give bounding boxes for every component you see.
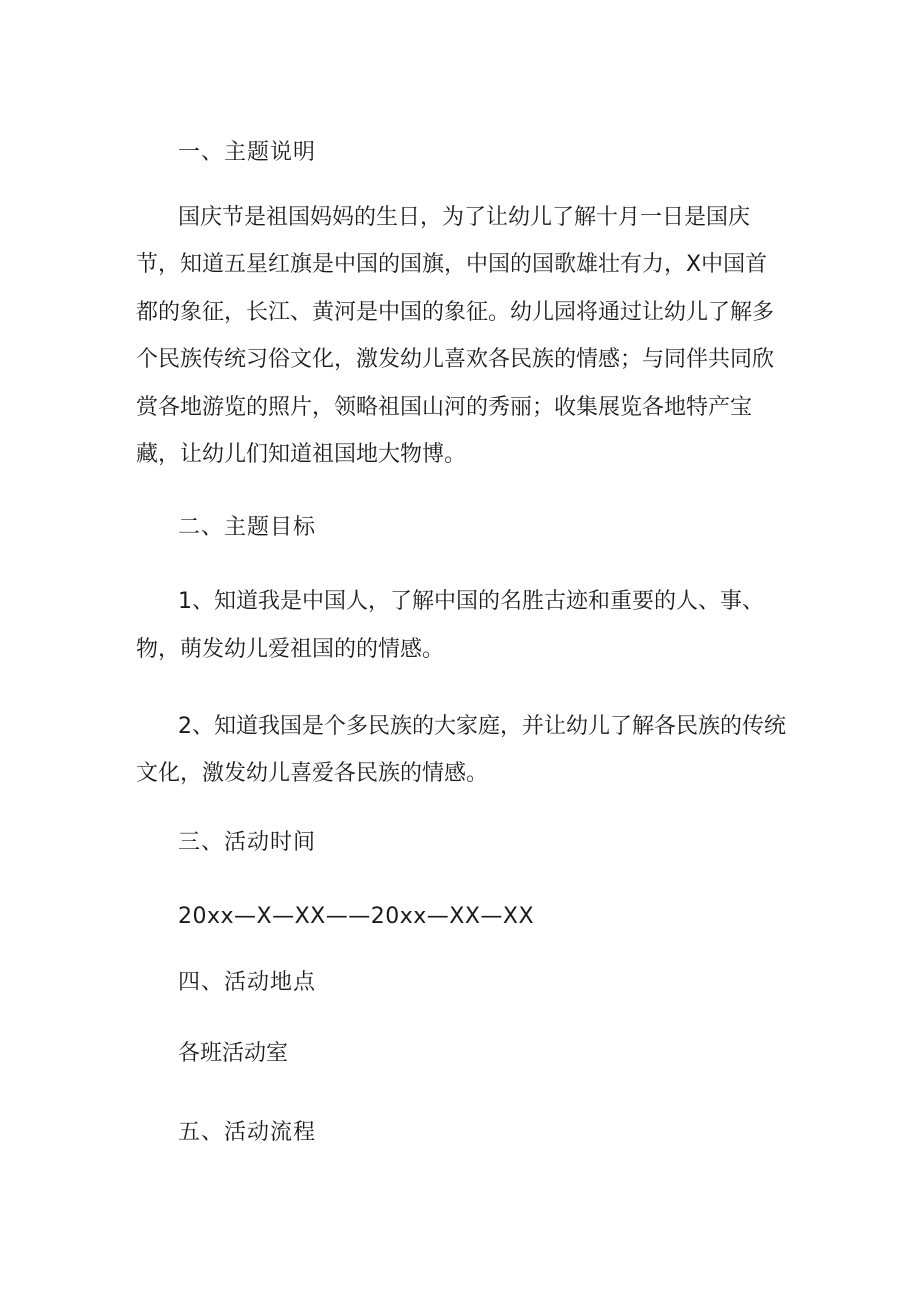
goal-2-line: 2、知道我国是个多民族的大家庭，并让幼儿了解各民族的传统 [178,714,786,739]
paragraph-line: 节，知道五星红旗是中国的国旗，中国的国歌雄壮有力，X中国首 [136,252,768,277]
section-heading-2: 二、主题目标 [178,515,317,540]
paragraph-line: 个民族传统习俗文化，激发幼儿喜欢各民族的情感；与同伴共同欣 [136,347,775,372]
section-heading-1: 一、主题说明 [178,140,317,165]
section-heading-5: 五、活动流程 [178,1120,317,1145]
goal-1-line: 物，萌发幼儿爱祖国的的情感。 [136,637,445,662]
section-heading-3: 三、活动时间 [178,830,317,855]
section-heading-4: 四、活动地点 [178,970,317,995]
goal-1-line: 1、知道我是中国人，了解中国的名胜古迹和重要的人、事、 [178,589,764,614]
paragraph-line: 赏各地游览的照片，领略祖国山河的秀丽；收集展览各地特产宝 [136,395,753,420]
activity-location: 各班活动室 [178,1041,289,1066]
paragraph-line: 都的象征，长江、黄河是中国的象征。幼儿园将通过让幼儿了解多 [136,300,775,325]
goal-2-line: 文化，激发幼儿喜爱各民族的情感。 [136,761,489,786]
paragraph-line: 藏，让幼儿们知道祖国地大物博。 [136,442,467,467]
paragraph-line: 国庆节是祖国妈妈的生日，为了让幼儿了解十月一日是国庆 [178,205,751,230]
activity-date-range: 20xx—X—XX——20xx—XX—XX [178,904,535,929]
